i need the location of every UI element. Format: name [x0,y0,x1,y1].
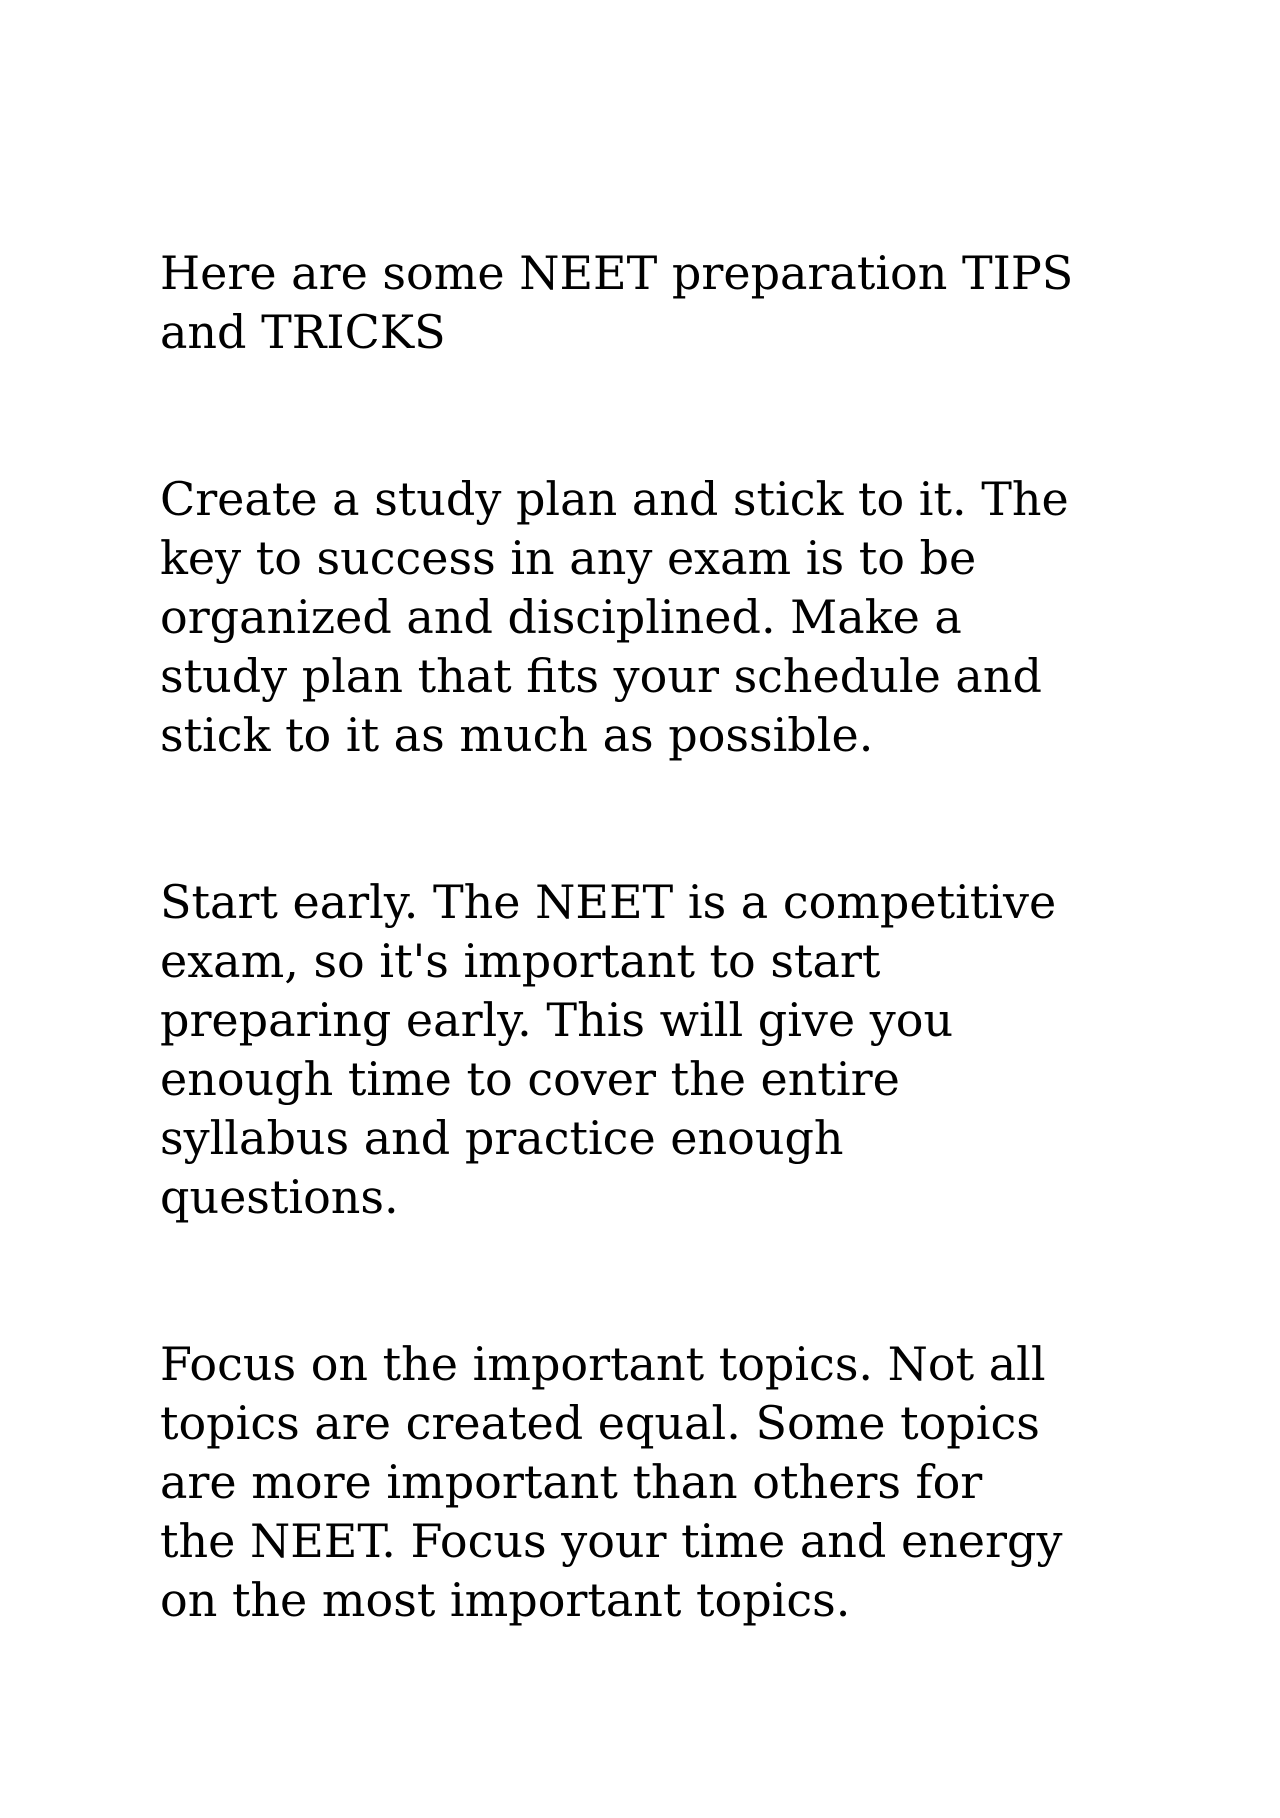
tip-important-topics: Focus on the important topics. Not all topics are created equal. Some topics are more important than others for the NEET. Focus your time and energy on the most important topics. [160,1337,1063,1627]
tip-start-early: Start early. The NEET is a competitive exam, so it's important to start preparing early. This will give you enough time to cover the entire syllabus and practice enough questions. [160,875,1057,1224]
document-heading: Here are some NEET preparation TIPS and TRICKS [160,246,1074,359]
tip-study-plan: Create a study plan and stick to it. The key to success in any exam is to be organized and disciplined. Make a study plan that fits your schedule and stick to it as much as possible. [160,472,1069,762]
document-body [160,244,1100,1630]
